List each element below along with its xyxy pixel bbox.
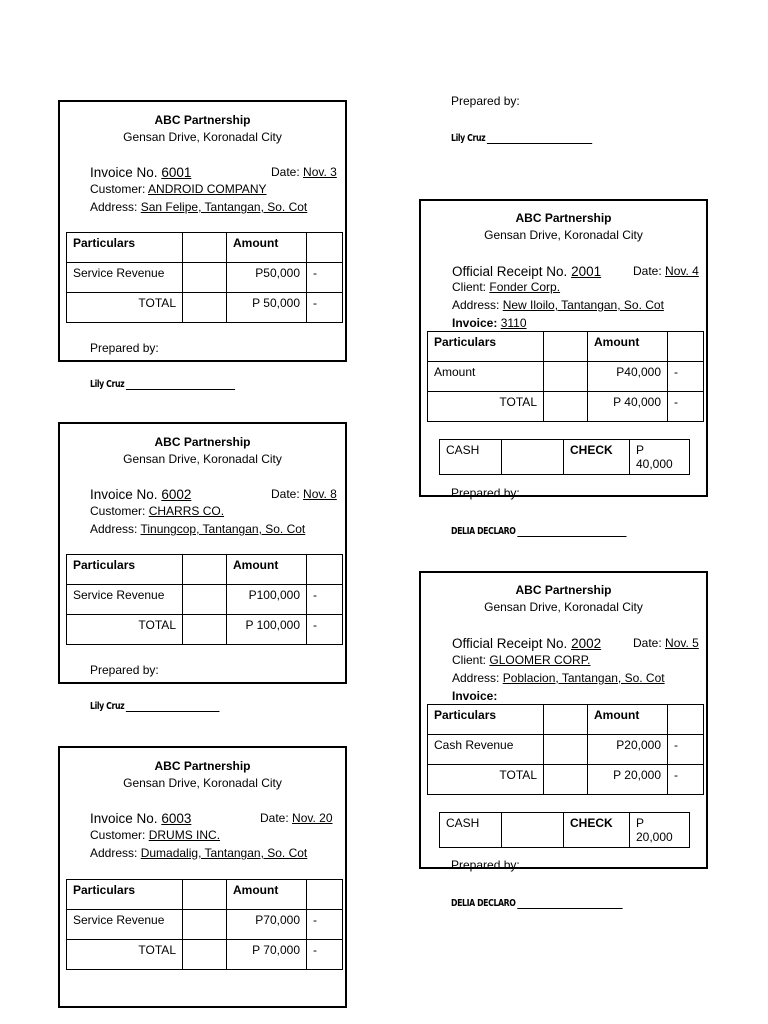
check-label: CHECK <box>564 440 630 475</box>
dash: - <box>668 362 704 392</box>
check-amount: P 40,000 <box>630 440 690 475</box>
invoice-address: Address: San Felipe, Tantangan, So. Cot <box>90 200 308 214</box>
prepared-by-label: Prepared by: <box>451 486 520 500</box>
dash: - <box>307 910 343 940</box>
company-name: ABC Partnership <box>515 211 612 225</box>
dash: - <box>668 765 704 795</box>
table-row <box>67 910 343 940</box>
amount-header: Amount <box>227 880 307 910</box>
invoice-number: Invoice No. 6002 <box>90 487 192 502</box>
invoice-6003 <box>58 746 347 1008</box>
invoice-6001 <box>58 100 347 362</box>
table-header-row <box>428 705 704 735</box>
receipt-date: Date: Nov. 5 <box>633 636 699 650</box>
total-row <box>428 765 704 795</box>
item-amount: P40,000 <box>588 362 668 392</box>
invoice-customer: Customer: CHARRS CO. <box>90 504 225 518</box>
item-amount: P20,000 <box>588 735 668 765</box>
dash: - <box>668 392 704 422</box>
signature-line <box>90 701 219 712</box>
item-amount: P70,000 <box>227 910 307 940</box>
receipt-address: Address: New Iloilo, Tantangan, So. Cot <box>452 298 664 312</box>
total-amount: P 70,000 <box>227 940 307 970</box>
item-particular: Service Revenue <box>67 910 183 940</box>
company-address: Gensan Drive, Koronadal City <box>123 776 282 790</box>
signatory-name: Lily Cruz <box>90 701 125 712</box>
signature-line <box>451 898 622 909</box>
receipt-client: Client: GLOOMER CORP. <box>452 653 591 667</box>
dash: - <box>307 293 343 323</box>
company-name: ABC Partnership <box>154 759 251 773</box>
dash: - <box>668 735 704 765</box>
cash-label: CASH <box>440 813 502 848</box>
total-label: TOTAL <box>428 392 544 422</box>
item-particular: Service Revenue <box>67 263 183 293</box>
receipt-date: Date: Nov. 4 <box>633 264 699 278</box>
item-particular: Service Revenue <box>67 585 183 615</box>
prepared-by-label: Prepared by: <box>90 341 159 355</box>
particulars-header: Particulars <box>67 555 183 585</box>
signatory-name: DELIA DECLARO <box>451 898 516 909</box>
table-row <box>67 263 343 293</box>
prepared-by-label: Prepared by: <box>451 858 520 872</box>
dash: - <box>307 615 343 645</box>
item-particular: Amount <box>428 362 544 392</box>
receipt-address: Address: Poblacion, Tantangan, So. Cot <box>452 671 665 685</box>
receipt-number: Official Receipt No. 2002 <box>452 636 602 651</box>
table-header-row <box>67 555 343 585</box>
signature-line <box>90 379 235 390</box>
invoice-table <box>66 232 343 323</box>
receipt-table <box>427 704 704 795</box>
signatory-name: Lily Cruz <box>90 379 125 390</box>
receipt-number: Official Receipt No. 2001 <box>452 264 602 279</box>
invoice-date: Date: Nov. 20 <box>260 811 333 825</box>
total-row <box>67 940 343 970</box>
receipt-2002 <box>419 571 708 869</box>
cash-label: CASH <box>440 440 502 475</box>
invoice-date: Date: Nov. 8 <box>271 487 337 501</box>
prepared-by-label: Prepared by: <box>451 94 520 108</box>
payment-row <box>440 440 690 475</box>
particulars-header: Particulars <box>428 332 544 362</box>
total-amount: P 40,000 <box>588 392 668 422</box>
payment-method-table <box>439 439 690 475</box>
invoice-date: Date: Nov. 3 <box>271 165 337 179</box>
total-label: TOTAL <box>67 293 183 323</box>
particulars-header: Particulars <box>67 880 183 910</box>
company-address: Gensan Drive, Koronadal City <box>123 452 282 466</box>
company-name: ABC Partnership <box>154 435 251 449</box>
signature-line <box>451 526 626 537</box>
check-label: CHECK <box>564 813 630 848</box>
invoice-number: Invoice No. 6003 <box>90 811 192 826</box>
signatory-name: Lily Cruz <box>451 133 486 144</box>
total-amount: P 20,000 <box>588 765 668 795</box>
table-row <box>428 362 704 392</box>
prepared-by-label: Prepared by: <box>90 663 159 677</box>
amount-header: Amount <box>227 555 307 585</box>
table-row <box>428 735 704 765</box>
receipt-client: Client: Fonder Corp. <box>452 280 561 294</box>
invoice-customer: Customer: ANDROID COMPANY <box>90 182 267 196</box>
company-name: ABC Partnership <box>515 583 612 597</box>
invoice-6002 <box>58 422 347 684</box>
receipt-invoice: Invoice: <box>452 689 498 703</box>
total-amount: P 100,000 <box>227 615 307 645</box>
amount-header: Amount <box>227 233 307 263</box>
amount-header: Amount <box>588 705 668 735</box>
dash: - <box>307 585 343 615</box>
particulars-header: Particulars <box>428 705 544 735</box>
item-amount: P50,000 <box>227 263 307 293</box>
total-label: TOTAL <box>67 940 183 970</box>
table-header-row <box>428 332 704 362</box>
total-label: TOTAL <box>67 615 183 645</box>
total-row <box>67 615 343 645</box>
total-amount: P 50,000 <box>227 293 307 323</box>
company-name: ABC Partnership <box>154 113 251 127</box>
particulars-header: Particulars <box>67 233 183 263</box>
signatory-name: DELIA DECLARO <box>451 526 516 537</box>
invoice-table <box>66 554 343 645</box>
invoice-table <box>66 879 343 970</box>
table-row <box>67 585 343 615</box>
signature-line <box>451 133 592 144</box>
total-row <box>428 392 704 422</box>
item-amount: P100,000 <box>227 585 307 615</box>
dash: - <box>307 940 343 970</box>
total-label: TOTAL <box>428 765 544 795</box>
check-amount: P 20,000 <box>630 813 690 848</box>
amount-header: Amount <box>588 332 668 362</box>
total-row <box>67 293 343 323</box>
payment-method-table <box>439 812 690 848</box>
company-address: Gensan Drive, Koronadal City <box>484 228 643 242</box>
company-address: Gensan Drive, Koronadal City <box>484 600 643 614</box>
receipt-2001 <box>419 199 708 497</box>
invoice-customer: Customer: DRUMS INC. <box>90 828 221 842</box>
table-header-row <box>67 880 343 910</box>
dash: - <box>307 263 343 293</box>
invoice-address: Address: Tinungcop, Tantangan, So. Cot <box>90 522 306 536</box>
table-header-row <box>67 233 343 263</box>
item-particular: Cash Revenue <box>428 735 544 765</box>
invoice-address: Address: Dumadalig, Tantangan, So. Cot <box>90 846 308 860</box>
receipt-invoice: Invoice: 3110 <box>452 316 527 330</box>
receipt-table <box>427 331 704 422</box>
invoice-number: Invoice No. 6001 <box>90 165 192 180</box>
company-address: Gensan Drive, Koronadal City <box>123 130 282 144</box>
payment-row <box>440 813 690 848</box>
